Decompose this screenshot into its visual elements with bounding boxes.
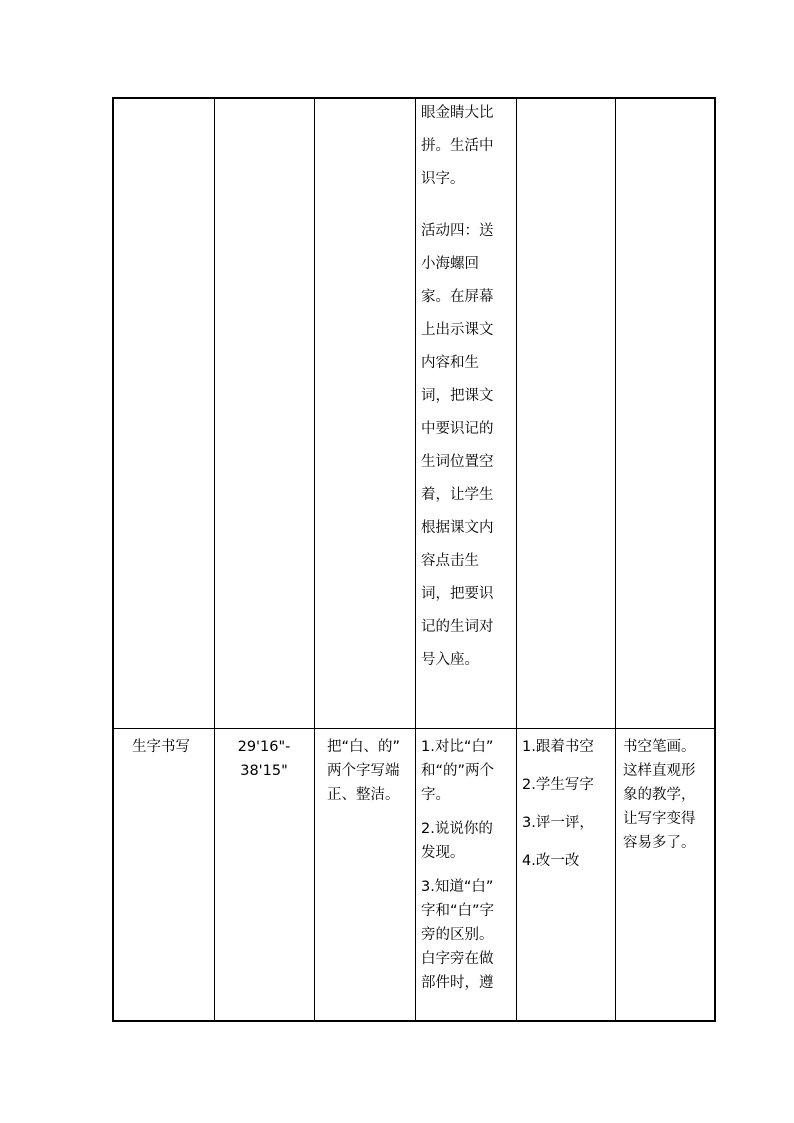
student-activities-cell <box>522 735 606 873</box>
text-line: 书空笔画。 <box>623 739 696 755</box>
text-line: 白字旁在做 <box>421 951 494 967</box>
text-line: 让写字变得 <box>623 811 696 827</box>
text-line: 着，让学生 <box>421 487 494 503</box>
text-line: 词，把要识 <box>421 586 494 602</box>
goal-cell <box>327 735 411 807</box>
text-line: 象的教学， <box>623 787 696 803</box>
text-line: 2.说说你的 <box>421 821 493 837</box>
column-divider <box>615 99 616 1020</box>
text-line: 字和“白”字 <box>421 903 495 919</box>
text-line: 两个字写端 <box>327 763 400 779</box>
column-divider <box>314 99 315 1020</box>
activity-item: 3.评一评， <box>522 815 594 831</box>
text-line: 根据课文内 <box>421 520 494 536</box>
text-line: 识字。 <box>421 171 465 187</box>
text-line: 活动四：送 <box>421 223 494 239</box>
row-divider <box>114 728 714 729</box>
text-line: 这样直观形 <box>623 763 696 779</box>
text-line: 正、整洁。 <box>327 787 400 803</box>
segment-label: 生字书写 <box>132 739 190 755</box>
text-line: 部件时，遵 <box>421 975 494 991</box>
text-line: 上出示课文 <box>421 322 494 338</box>
text-line: 记的生词对 <box>421 619 494 635</box>
activity-item: 4.改一改 <box>522 853 580 869</box>
text-line: 内容和生 <box>421 355 479 371</box>
text-line: 3.知道“白” <box>421 879 494 895</box>
text-line: 小海螺回 <box>421 256 479 272</box>
text-line: 1.对比“白” <box>421 739 494 755</box>
lesson-plan-table <box>112 97 716 1022</box>
text-line: 眼金睛大比 <box>421 105 494 121</box>
text-line: 中要识记的 <box>421 421 494 437</box>
process-step <box>421 875 505 995</box>
text-line: 号入座。 <box>421 652 479 668</box>
text-line: 把“白、的” <box>327 739 401 755</box>
text-line: 词，把课文 <box>421 388 494 404</box>
teaching-process-cell <box>421 735 505 995</box>
process-step <box>421 735 505 807</box>
text-line: 字。 <box>421 787 450 803</box>
segment-cell <box>132 735 190 759</box>
time-cell <box>222 735 306 783</box>
text-line: 发现。 <box>421 845 465 861</box>
column-divider <box>415 99 416 1020</box>
text-line: 生词位置空 <box>421 454 494 470</box>
text-line: 旁的区别。 <box>421 927 494 943</box>
activity-item: 1.跟着书空 <box>522 739 594 755</box>
row1-teaching-process-cell <box>421 97 505 677</box>
text-line: 容易多了。 <box>623 835 696 851</box>
text-line: 拼。生活中 <box>421 138 494 154</box>
activity-item: 2.学生写字 <box>522 777 594 793</box>
time-end: 38'15" <box>240 763 288 779</box>
text-line: 容点击生 <box>421 553 479 569</box>
text-line: 家。在屏幕 <box>421 289 494 305</box>
column-divider <box>516 99 517 1020</box>
design-intent-cell <box>623 735 707 855</box>
text-line: 和“的”两个 <box>421 763 495 779</box>
time-start: 29'16"- <box>237 739 291 755</box>
column-divider <box>214 99 215 1020</box>
process-step <box>421 817 505 865</box>
